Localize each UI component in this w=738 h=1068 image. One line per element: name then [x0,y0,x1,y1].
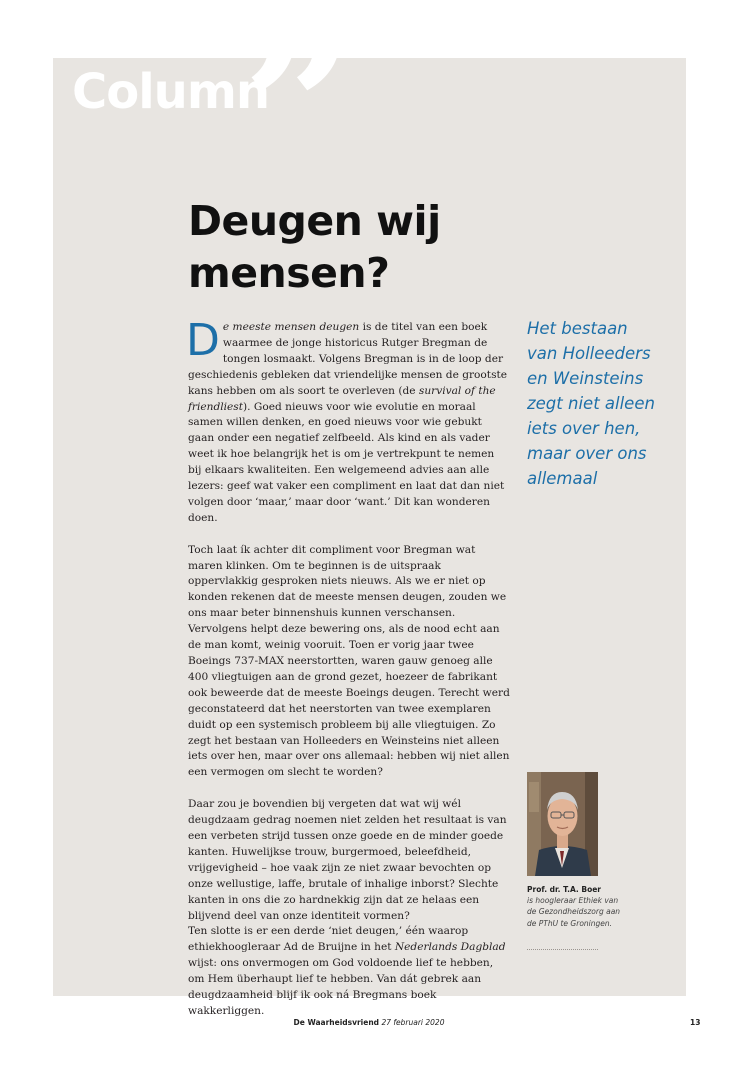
drop-cap: D [186,315,220,366]
article-body [186,315,510,1020]
author-caption [527,884,627,929]
page-number: 13 [690,1018,701,1027]
author-role: is hoogleraar Ethiek van de Gezondheidszorg aan de PThU te Groningen. [527,896,621,928]
magazine-name: De Waarheidsvriend [293,1018,380,1027]
paragraph-2: Toch laat ík achter dit compliment voor Bregman wat maren klinken. Om te beginnen is de uitspraak oppervlakkig gesproken niets nieuws. Als we er niet op konden rekenen dat de meeste mensen deugen, zouden we ons maar beter binnenshuis kunnen verschansen. Vervolgens helpt deze bewering ons, als de nood echt aan de man komt, weinig vooruit. Toen er vorig jaar twee Boeings 737-MAX neerstortten, waren gauw genoeg alle 400 vliegtuigen aan de grond gezet, hoezeer de fabrikant ook beweerde dat de meeste Boeings deugen. Terecht werd geconstateerd dat het neerstorten van twee exemplaren duidt op een systemisch probleem bij alle vliegtuigen. Zo zegt het bestaan van Holleeders en Weinsteins niet alleen iets over hen, maar over ons allemaal: hebben wij niet allen een vermogen om slecht te worden? [188,543,510,779]
headline-line-2: mensen? [188,249,390,297]
newspaper-name: Nederlands Dagblad [394,941,506,954]
paragraph-4: Ten slotte is er een derde ‘niet deugen,’ één waarop ethiekhoogleraar Ad de Bruijne in het Nederlands Dagblad wijst: ons onvermogen om God voldoende lief te hebben, om Hem überhaupt lief te hebben. Van dát gebrek aan deugdzaamheid blijf ik ook ná Bregmans boek wakkerliggen. [188,925,506,1017]
page-footer [0,1018,738,1027]
quote-mark-decoration: ” [242,0,358,227]
author-name: Prof. dr. T.A. Boer [527,885,602,894]
caption-divider [527,949,598,950]
book-title: e meeste mensen deugen [222,321,360,333]
headline-line-1: Deugen wij [188,197,441,245]
pull-quote: Het bestaan van Holleeders en Weinsteins zegt niet alleen iets over hen, maar over ons allemaal [527,319,655,488]
column-label: Column [72,64,270,120]
paragraph-3: Daar zou je bovendien bij vergeten dat wat wij wél deugdzaam gedrag noemen niet zelden het resultaat is van een verbeten strijd tussen onze goede en de minder goede kanten. Huwelijkse trouw, burgermoed, beleefdheid, vrijgevigheid – hoe vaak zijn ze niet zwaar bevochten op onze wellustige, laffe, brutale of inhalige inborst? Slechte kanten in ons die zo hardnekkig zijn dat ze helaas een blijvend deel van onze identiteit vormen? [188,798,507,922]
issue-date: 27 februari 2020 [381,1018,445,1027]
author-portrait [527,772,598,876]
paragraph-1: De meeste mensen deugen is de titel van een boek waarmee de jonge historicus Rutger Bregman de tongen losmaakt. Volgens Bregman is in de loop der geschiedenis gebleken dat vriendelijke mensen de grootste kans hebben om als soort te overleven (de survival of the friendliest). Goed nieuws voor wie evolutie en moraal samen willen denken, en goed nieuws voor wie gebukt gaan onder een negatief zelfbeeld. Als kind en als vader weet ik hoe belangrijk het is om je vertrekpunt te nemen bij elkaars kwaliteiten. Een welgemeend advies aan alle lezers: geef wat vaker een compliment en laat dat dan niet volgen door ‘maar,’ maar door ‘want.’ Dit kan wonderen doen. [186,315,508,524]
portrait-illustration [527,772,598,876]
survival-phrase: survival of the friendliest [188,384,496,413]
headline [188,195,508,299]
